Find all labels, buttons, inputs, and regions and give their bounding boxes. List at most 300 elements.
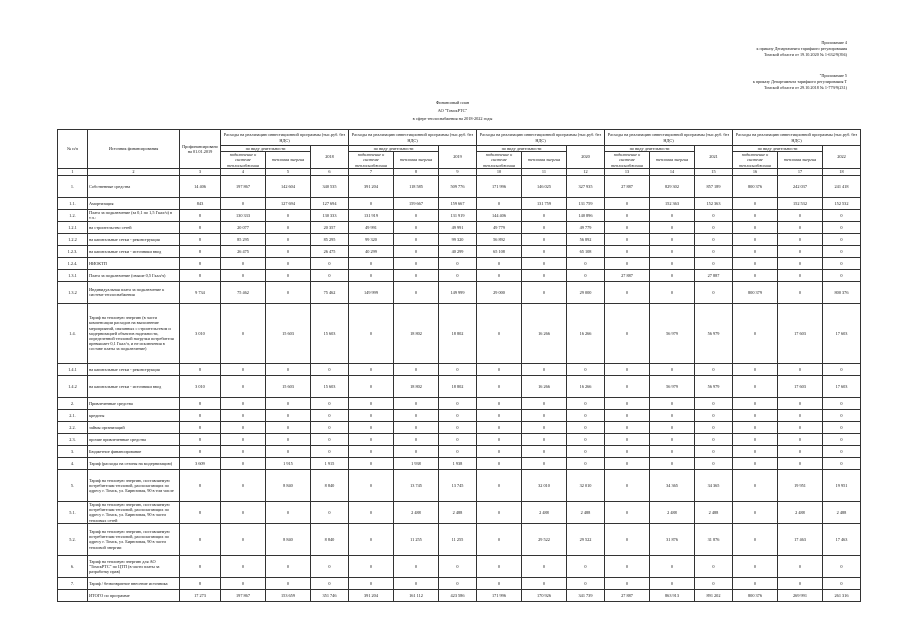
row-number: 1.2.1 xyxy=(58,221,88,233)
cell-value: 18 802 xyxy=(439,303,477,363)
cell-value: 14 406 xyxy=(180,175,221,197)
cell-value: 800 379 xyxy=(733,281,778,303)
cell-value: 0 xyxy=(266,433,311,445)
table-row xyxy=(58,501,861,523)
cell-value: 40 299 xyxy=(439,245,477,257)
cell-value: 17 603 xyxy=(778,303,823,363)
cell-value: 891 202 xyxy=(695,589,733,601)
cell-value: 0 xyxy=(394,577,439,589)
cell-value: 56 892 xyxy=(477,233,522,245)
cell-value: 0 xyxy=(477,445,522,457)
cell-value: 75 462 xyxy=(311,281,349,303)
cell-value: 0 xyxy=(650,233,695,245)
cell-value: 0 xyxy=(522,577,567,589)
cell-value: 857 189 xyxy=(695,175,733,197)
cell-value: 0 xyxy=(349,303,394,363)
cell-value: 0 xyxy=(650,363,695,375)
cell-value: 800 376 xyxy=(733,589,778,601)
row-number: 1.2.3. xyxy=(58,245,88,257)
cell-value: 843 xyxy=(180,197,221,209)
cell-value: 2 488 xyxy=(778,501,823,523)
column-number: 2 xyxy=(88,168,180,175)
cell-value: 0 xyxy=(349,197,394,209)
cell-value: 27 887 xyxy=(605,269,650,281)
row-number: 1. xyxy=(58,175,88,197)
cell-value: 0 xyxy=(522,221,567,233)
cell-value: 0 xyxy=(477,375,522,397)
cell-value: 0 xyxy=(349,397,394,409)
cell-value: 0 xyxy=(477,421,522,433)
row-label: Тариф (расходы на сезоны на модернизацию) xyxy=(88,457,180,469)
cell-value: 49 991 xyxy=(439,221,477,233)
cell-value: 0 xyxy=(311,363,349,375)
cell-value: 0 xyxy=(733,409,778,421)
cell-value: 0 xyxy=(567,577,605,589)
table-row xyxy=(58,469,861,501)
header-year-2020: 2020 xyxy=(567,146,605,169)
cell-value: 0 xyxy=(823,433,861,445)
cell-value: 0 xyxy=(522,433,567,445)
header-year-2018: 2018 xyxy=(311,146,349,169)
cell-value: 0 xyxy=(477,469,522,501)
cell-value: 0 xyxy=(778,457,823,469)
column-number: 8 xyxy=(394,168,439,175)
cell-value: 509 776 xyxy=(439,175,477,197)
cell-value: 0 xyxy=(605,257,650,269)
cell-value: 0 xyxy=(477,257,522,269)
cell-value: 800 376 xyxy=(823,281,861,303)
row-number: 7. xyxy=(58,577,88,589)
cell-value: 130 333 xyxy=(221,209,266,221)
cell-value: 0 xyxy=(311,445,349,457)
cell-value: 19 951 xyxy=(778,469,823,501)
row-number: 1.2. xyxy=(58,209,88,221)
cell-value: 0 xyxy=(733,433,778,445)
cell-value: 0 xyxy=(823,397,861,409)
cell-value: 26 475 xyxy=(221,245,266,257)
cell-value: 0 xyxy=(778,555,823,577)
cell-value: 8 xyxy=(180,433,221,445)
cell-value: 49 991 xyxy=(349,221,394,233)
cell-value: 423 586 xyxy=(439,589,477,601)
row-label: Тариф на тепловую энергию, поставляемую потребителям тепловой, располагающих по адресу г. Томск, ул. Бирюзовая, 90 в части тепловых сетей xyxy=(88,501,180,523)
cell-value: 0 xyxy=(605,197,650,209)
column-number: 1 xyxy=(58,168,88,175)
row-label: Индивидуальная плата за подключение к системе теплоснабжения xyxy=(88,281,180,303)
cell-value: 0 xyxy=(522,245,567,257)
cell-value: 0 xyxy=(221,397,266,409)
cell-value: 0 xyxy=(477,409,522,421)
row-label: Тариф на тепловую энергию, поставляемую потребителям тепловой, располагающих по адресу г. Томск, ул. Бирюзовая, 90 в части тепловой энергии xyxy=(88,523,180,555)
header-connection: подключение к системе теплоснабжения xyxy=(477,152,522,169)
header-year-2021: 2021 xyxy=(695,146,733,169)
cell-value: 0 xyxy=(567,457,605,469)
cell-value: 0 xyxy=(695,555,733,577)
header-group-2018: Расходы на реализацию инвестиционной программы (тыс.руб. без НДС) xyxy=(221,130,349,146)
cell-value: 391 204 xyxy=(349,589,394,601)
cell-value: 0 xyxy=(477,303,522,363)
cell-value: 142 604 xyxy=(266,175,311,197)
cell-value: 0 xyxy=(778,577,823,589)
cell-value: 75 462 xyxy=(221,281,266,303)
financial-plan-table xyxy=(57,129,861,602)
row-label: на капитальные сетки - реконструкция xyxy=(88,363,180,375)
cell-value: 85 295 xyxy=(221,233,266,245)
cell-value: 0 xyxy=(349,445,394,457)
cell-value: 0 xyxy=(477,363,522,375)
cell-value: 18 802 xyxy=(394,375,439,397)
cell-value: 197 867 xyxy=(221,175,266,197)
cell-value: 241 418 xyxy=(823,175,861,197)
header-group-2020: Расходы на реализацию инвестиционной программы (тыс.руб. без НДС) xyxy=(477,130,605,146)
row-number: 2.1. xyxy=(58,409,88,421)
row-label: Тариф на тепловую энергию (в части компенсации расходов на выполнение мероприятий, связанных с строительством и модернизацией объектов надежности, определенной тепловой нагрузки потребителя превышает 0,1 Гкал/ч, и не исключения в составе платы за подключение) xyxy=(88,303,180,363)
cell-value: 0 xyxy=(349,269,394,281)
cell-value: 800 376 xyxy=(733,175,778,197)
appendix-top-line-2: к приказу Департамента тарифного регулирования xyxy=(756,46,847,51)
cell-value: 0 xyxy=(266,257,311,269)
row-number: 1.4.1 xyxy=(58,363,88,375)
header-financed-total: Профинансировано на 01.01.2019 xyxy=(180,130,221,169)
cell-value: 0 xyxy=(650,221,695,233)
column-number: 10 xyxy=(477,168,522,175)
cell-value: 34 365 xyxy=(650,469,695,501)
cell-value: 0 xyxy=(733,303,778,363)
cell-value: 3 010 xyxy=(180,303,221,363)
column-number: 4 xyxy=(221,168,266,175)
cell-value: 11 255 xyxy=(394,523,439,555)
cell-value: 49 779 xyxy=(567,221,605,233)
cell-value: 0 xyxy=(605,421,650,433)
row-label: Тариф на тепловую энергию для АО "ТомскРТС" по ЦТП (в части платы за разработку прав) xyxy=(88,555,180,577)
cell-value: 3 010 xyxy=(180,375,221,397)
cell-value: 0 xyxy=(733,197,778,209)
cell-value: 0 xyxy=(439,577,477,589)
cell-value: 29 522 xyxy=(522,523,567,555)
cell-value: 0 xyxy=(349,523,394,555)
cell-value: 8 xyxy=(180,233,221,245)
cell-value: 17 463 xyxy=(778,523,823,555)
cell-value: 829 302 xyxy=(650,175,695,197)
cell-value: 153 659 xyxy=(266,589,311,601)
row-label: ИТОГО по программе xyxy=(88,589,180,601)
cell-value: 242 037 xyxy=(778,175,823,197)
table-row xyxy=(58,457,861,469)
cell-value: 31 876 xyxy=(650,523,695,555)
cell-value: 0 xyxy=(266,421,311,433)
cell-value: 0 xyxy=(266,363,311,375)
cell-value: 0 xyxy=(695,409,733,421)
cell-value: 0 xyxy=(733,577,778,589)
cell-value: 27 887 xyxy=(605,175,650,197)
column-number: 11 xyxy=(522,168,567,175)
cell-value: 15 603 xyxy=(311,375,349,397)
cell-value: 8 xyxy=(180,469,221,501)
table-row xyxy=(58,445,861,457)
cell-value: 171 996 xyxy=(477,589,522,601)
cell-value: 0 xyxy=(311,257,349,269)
cell-value: 149 999 xyxy=(439,281,477,303)
row-number: 5.2. xyxy=(58,523,88,555)
header-connection: подключение к системе теплоснабжения xyxy=(733,152,778,169)
cell-value: 16 266 xyxy=(567,303,605,363)
cell-value: 0 xyxy=(349,433,394,445)
cell-value: 0 xyxy=(605,501,650,523)
row-number: 1.3.1 xyxy=(58,269,88,281)
column-number: 18 xyxy=(823,168,861,175)
cell-value: 49 779 xyxy=(477,221,522,233)
cell-value: 0 xyxy=(311,409,349,421)
cell-value: 40 299 xyxy=(349,245,394,257)
cell-value: 17 603 xyxy=(823,303,861,363)
column-number: 5 xyxy=(266,168,311,175)
cell-value: 0 xyxy=(477,555,522,577)
cell-value: 0 xyxy=(394,209,439,221)
header-connection: подключение к системе теплоснабжения xyxy=(349,152,394,169)
cell-value: 0 xyxy=(823,445,861,457)
cell-value: 0 xyxy=(221,421,266,433)
cell-value: 0 xyxy=(311,555,349,577)
column-number: 15 xyxy=(695,168,733,175)
cell-value: 0 xyxy=(311,397,349,409)
cell-value: 0 xyxy=(778,233,823,245)
cell-value: 0 xyxy=(477,501,522,523)
cell-value: 0 xyxy=(695,221,733,233)
row-label: Плата за подключение (свыше 0,5 Гкал/ч) xyxy=(88,269,180,281)
cell-value: 19 951 xyxy=(823,469,861,501)
cell-value: 15 603 xyxy=(266,303,311,363)
cell-value: 146 025 xyxy=(522,175,567,197)
table-row xyxy=(58,397,861,409)
row-label: прочие привлеченные средства xyxy=(88,433,180,445)
cell-value: 0 xyxy=(695,363,733,375)
cell-value: 0 xyxy=(695,457,733,469)
row-number xyxy=(58,589,88,601)
row-label: Привлеченные средства xyxy=(88,397,180,409)
table-row xyxy=(58,175,861,197)
header-by-activity: по виду деятельности xyxy=(733,146,823,152)
header-group-2021: Расходы на реализацию инвестиционной программы (тыс.руб. без НДС) xyxy=(605,130,733,146)
cell-value: 0 xyxy=(349,469,394,501)
cell-value: 1 938 xyxy=(439,457,477,469)
cell-value: 0 xyxy=(733,501,778,523)
cell-value: 8 xyxy=(180,555,221,577)
row-number: 4. xyxy=(58,457,88,469)
cell-value: 0 xyxy=(823,363,861,375)
appendix-top-line-3: Томской области от 19.10.2020 № 1-632/9(394) xyxy=(764,52,847,57)
cell-value: 8 840 xyxy=(311,469,349,501)
cell-value: 159 667 xyxy=(394,197,439,209)
cell-value: 0 xyxy=(605,303,650,363)
cell-value: 0 xyxy=(349,409,394,421)
row-number: 2.2. xyxy=(58,421,88,433)
cell-value: 8 xyxy=(180,501,221,523)
cell-value: 15 603 xyxy=(311,303,349,363)
cell-value: 152 532 xyxy=(778,197,823,209)
row-number: 1.1. xyxy=(58,197,88,209)
cell-value: 8 840 xyxy=(311,523,349,555)
header-year-2019: 2019 xyxy=(439,146,477,169)
cell-value: 0 xyxy=(477,269,522,281)
cell-value: 0 xyxy=(605,245,650,257)
cell-value: 0 xyxy=(778,433,823,445)
company-name: АО "ТомскРТС" xyxy=(437,108,468,113)
appendix-top xyxy=(756,40,847,58)
cell-value: 152 363 xyxy=(695,197,733,209)
cell-value: 8 xyxy=(180,409,221,421)
table-row xyxy=(58,589,861,601)
row-number: 1.2.4. xyxy=(58,257,88,269)
row-label: на капитальные сетки - источники ввод xyxy=(88,375,180,397)
cell-value: 0 xyxy=(650,433,695,445)
table-row xyxy=(58,233,861,245)
cell-value: 16 266 xyxy=(522,303,567,363)
table-row xyxy=(58,363,861,375)
appendix-second xyxy=(753,73,847,91)
cell-value: 0 xyxy=(266,397,311,409)
cell-value: 8 xyxy=(180,363,221,375)
cell-value: 0 xyxy=(733,209,778,221)
cell-value: 0 xyxy=(650,421,695,433)
column-number: 13 xyxy=(605,168,650,175)
cell-value: 0 xyxy=(605,209,650,221)
cell-value: 17 603 xyxy=(778,375,823,397)
cell-value: 144 406 xyxy=(477,209,522,221)
header-heat-energy: тепловая энергия xyxy=(394,152,439,169)
appendix-second-line-3: Томской области от 29.10.2018 № 1-779/9(231) xyxy=(764,85,847,90)
cell-value: 0 xyxy=(567,409,605,421)
appendix-second-line-1: "Приложение 5 xyxy=(819,73,847,78)
cell-value: 0 xyxy=(311,421,349,433)
cell-value: 0 xyxy=(394,281,439,303)
cell-value: 0 xyxy=(733,397,778,409)
cell-value: 8 xyxy=(180,397,221,409)
cell-value: 171 996 xyxy=(477,175,522,197)
cell-value: 15 603 xyxy=(266,375,311,397)
cell-value: 0 xyxy=(605,469,650,501)
table-row xyxy=(58,555,861,577)
cell-value: 0 xyxy=(733,445,778,457)
column-number-row xyxy=(58,168,861,175)
cell-value: 0 xyxy=(733,375,778,397)
cell-value: 0 xyxy=(823,269,861,281)
cell-value: 0 xyxy=(221,375,266,397)
cell-value: 0 xyxy=(823,409,861,421)
column-number: 7 xyxy=(349,168,394,175)
header-connection: подключение к системе теплоснабжения xyxy=(605,152,650,169)
cell-value: 0 xyxy=(695,433,733,445)
cell-value: 0 xyxy=(778,257,823,269)
column-number: 12 xyxy=(567,168,605,175)
cell-value: 18 802 xyxy=(394,303,439,363)
cell-value: 0 xyxy=(733,457,778,469)
column-number: 6 xyxy=(311,168,349,175)
cell-value: 0 xyxy=(477,197,522,209)
cell-value: 17 603 xyxy=(823,375,861,397)
cell-value: 0 xyxy=(221,409,266,421)
table-row xyxy=(58,269,861,281)
header-by-activity: по виду деятельности xyxy=(605,146,695,152)
cell-value: 0 xyxy=(823,457,861,469)
cell-value: 0 xyxy=(439,363,477,375)
row-label: Тариф / безвозвратное внесение источника xyxy=(88,577,180,589)
cell-value: 0 xyxy=(522,409,567,421)
cell-value: 13 745 xyxy=(394,469,439,501)
cell-value: 0 xyxy=(778,421,823,433)
cell-value: 56 979 xyxy=(695,303,733,363)
row-label: на строительство сетей xyxy=(88,221,180,233)
cell-value: 0 xyxy=(695,445,733,457)
table-row xyxy=(58,577,861,589)
cell-value: 1 915 xyxy=(311,457,349,469)
column-number: 17 xyxy=(778,168,823,175)
cell-value: 0 xyxy=(522,257,567,269)
cell-value: 0 xyxy=(778,221,823,233)
cell-value: 2 488 xyxy=(439,501,477,523)
cell-value: 0 xyxy=(221,457,266,469)
cell-value: 0 xyxy=(221,363,266,375)
cell-value: 0 xyxy=(567,445,605,457)
cell-value: 0 xyxy=(778,281,823,303)
cell-value: 56 892 xyxy=(567,233,605,245)
cell-value: 26 475 xyxy=(311,245,349,257)
table-row xyxy=(58,221,861,233)
cell-value: 99 320 xyxy=(439,233,477,245)
row-number: 1.3.2 xyxy=(58,281,88,303)
cell-value: 127 694 xyxy=(266,197,311,209)
appendix-top-line-1: Приложение 4 xyxy=(821,40,847,45)
cell-value: 8 xyxy=(180,245,221,257)
document-subtitle: в сфере теплоснабжения на 2018-2022 годы xyxy=(412,116,493,121)
cell-value: 127 694 xyxy=(311,197,349,209)
cell-value: 0 xyxy=(522,209,567,221)
cell-value: 0 xyxy=(221,433,266,445)
cell-value: 0 xyxy=(695,397,733,409)
cell-value: 351 746 xyxy=(311,589,349,601)
cell-value: 0 xyxy=(349,501,394,523)
cell-value: 0 xyxy=(349,457,394,469)
cell-value: 2 488 xyxy=(650,501,695,523)
cell-value: 131 759 xyxy=(567,197,605,209)
cell-value: 0 xyxy=(605,555,650,577)
cell-value: 0 xyxy=(221,303,266,363)
cell-value: 0 xyxy=(221,197,266,209)
cell-value: 152 363 xyxy=(650,197,695,209)
cell-value: 18 802 xyxy=(439,375,477,397)
table-row xyxy=(58,375,861,397)
cell-value: 0 xyxy=(266,409,311,421)
cell-value: 0 xyxy=(266,245,311,257)
cell-value: 0 xyxy=(439,445,477,457)
cell-value: 0 xyxy=(650,397,695,409)
cell-value: 0 xyxy=(394,221,439,233)
table-row xyxy=(58,409,861,421)
cell-value: 0 xyxy=(823,555,861,577)
cell-value: 0 xyxy=(823,245,861,257)
cell-value: 0 xyxy=(605,397,650,409)
cell-value: 0 xyxy=(311,269,349,281)
row-number: 1.2.2 xyxy=(58,233,88,245)
cell-value: 0 xyxy=(695,233,733,245)
cell-value: 0 xyxy=(733,269,778,281)
cell-value: 0 xyxy=(439,397,477,409)
cell-value: 0 xyxy=(823,221,861,233)
cell-value: 0 xyxy=(439,421,477,433)
cell-value: 13 745 xyxy=(439,469,477,501)
cell-value: 0 xyxy=(733,221,778,233)
row-label: Плата за подключение (за 0,1 по 1,5 Гкал/ч) в т.ч.: xyxy=(88,209,180,221)
header-no: № п/п xyxy=(58,130,88,169)
